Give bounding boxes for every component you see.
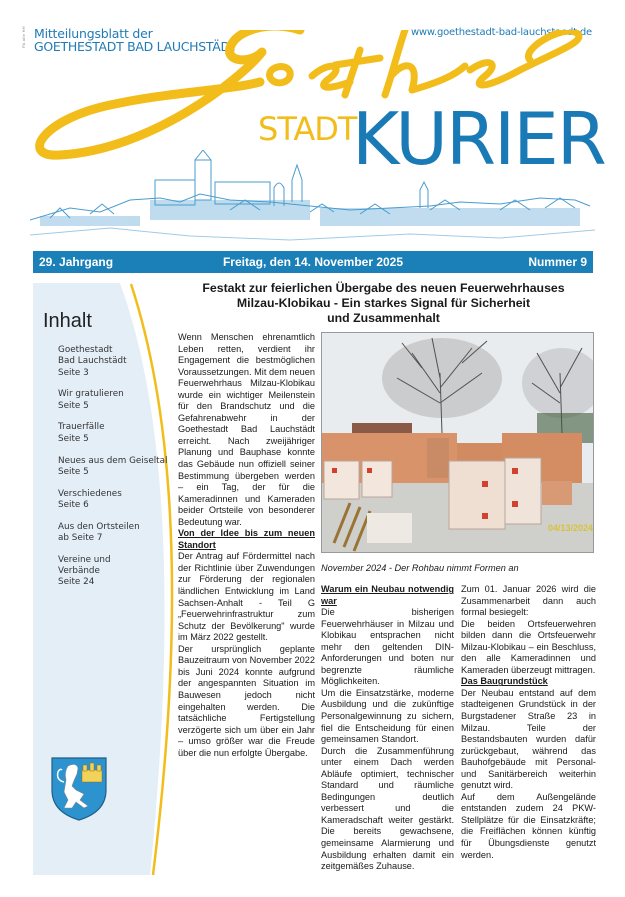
paragraph-januar-2026: Zum 01. Januar 2026 wird die Zusammenarbeit dann auch formal besiegelt: <box>461 584 596 618</box>
article-column-3 <box>461 584 596 861</box>
toc-item-ortsteile[interactable]: Aus den Ortsteilen ab Seite 7 <box>58 521 140 544</box>
article-headline: Festakt zur feierlichen Übergabe des neuen Feuerwehrhauses Milzau-Klobikau - Ein starkes Signal für Sicherheit und Zusammenhalt <box>202 281 565 325</box>
coat-of-arms-icon <box>50 756 108 822</box>
kurier-wordmark: KURIER <box>352 97 605 181</box>
toc-item-vereine[interactable]: Vereine und Verbände Seite 24 <box>58 554 111 588</box>
toc-item-gratulieren[interactable]: Wir gratulieren Seite 5 <box>58 389 124 411</box>
stadt-wordmark: STADT <box>258 110 357 148</box>
table-of-contents <box>58 345 168 599</box>
photo-caption: November 2024 - Der Rohbau nimmt Formen an <box>321 563 519 573</box>
issue-date: Freitag, den 14. November 2025 <box>222 255 404 269</box>
town-skyline-illustration <box>30 150 595 245</box>
construction-photo <box>321 332 594 553</box>
volume-label: 29. Jahrgang <box>39 255 114 269</box>
toc-title: Inhalt <box>43 310 92 332</box>
paragraph-ortsfeuerwehren: Die beiden Ortsfeuerwehren bilden dann die Ortsfeuerwehr Milzau-Klobikau – ein Beschluss, den alle Kameradinnen und Kameraden überzeugt mittragen. <box>461 618 596 675</box>
paragraph-bisherige: Die bisherigen Feuerwehrhäuser in Milzau und Klobikau entsprachen nicht mehr den geltenden DIN-Anforderungen und boten nur begrenzte räumliche Möglichkeiten. <box>321 607 454 687</box>
construction-site-image <box>322 333 594 553</box>
article-column-1 <box>178 332 315 759</box>
paragraph-zusammenfuehrung: Durch die Zusammenführung unter einem Dach werden Abläufe optimiert, technischer Standard und räumliche Bedingungen deutlich verbessert und die Kameradschaft weiter gestärkt. Die bereits gewachsene, gemeinsame Alarmierung und Ausbildung erhalten damit ein zeitgemäßes Zuhause. <box>321 745 454 872</box>
paragraph-neubau-grundstueck: Der Neubau entstand auf dem stadteigenen Grundstück in der Burgstadener Straße 23 in Milzau. Teile der Bestandsbauten wurden dafür zurückgebaut, während das Bauhofgebäude mit Personal- und Sanitärbereich weiterhin genutzt wird. <box>461 687 596 791</box>
section-heading-neubau: Warum ein Neubau notwendig war <box>321 584 454 606</box>
article-intro: Wenn Menschen ehrenamtlich Leben retten, verdient ihr Engagement die bestmöglichen Voraussetzungen. Mit dem neuen Feuerwehrhaus Milzau-Klobikau wurde ein wichtiger Meilenstein für den Brandschutz und die Gefahrenabwehr in der Goethestadt Bad Lauchstädt erreicht. Nach zweijähriger Planung und Bauphase konnte das Gebäude nun offiziell seiner Bestimmung übergeben werden – ein Tag, der für die Kameradinnen und Kameraden beider Ortsteile von besonderer Bedeutung war. <box>178 332 315 527</box>
paragraph-antrag: Der Antrag auf Fördermittel nach der Richtlinie über Zuwendungen zur Förderung der regionalen ländlichen Entwicklung im Land Sachsen-Anhalt - Teil G „Feuerwehrinfrastruktur zum Schutz der Bevölkerung" wurde im März 2022 gestellt. <box>178 551 315 643</box>
section-heading-standort: Von der Idee bis zum neuen Standort <box>178 528 315 550</box>
distribution-tag: PA alle HH <box>21 26 26 49</box>
paragraph-aussengelaende: Auf dem Außengelände entstanden zudem 24 PKW-Stellplätze für die Einsatzkräfte; die Freiflächen können künftig für Übungsdienste genutzt werden. <box>461 791 596 860</box>
subtitle-line-1: Mitteilungsblatt der <box>34 26 153 41</box>
section-heading-baugrundstueck: Das Baugrundstück <box>461 676 548 687</box>
toc-item-trauerfaelle[interactable]: Trauerfälle Seite 5 <box>58 422 105 444</box>
subtitle-line-2: GOETHESTADT BAD LAUCHSTÄDT <box>34 39 238 55</box>
article-column-2 <box>321 584 454 873</box>
issue-number: Nummer 9 <box>528 255 587 269</box>
toc-item-goethestadt[interactable]: Goethestadt Bad Lauchstädt Seite 3 <box>58 345 127 378</box>
issue-info-band <box>33 251 593 273</box>
website-link[interactable]: www.goethestadt-bad-lauchstaedt.de <box>410 27 592 38</box>
photo-timestamp: 04/13/2024 <box>548 523 594 533</box>
paragraph-bauzeitraum: Der ursprünglich geplante Bauzeitraum von November 2022 bis Juni 2024 konnte aufgrund der angespannten Situation im Bauwesen jedoch nicht eingehalten werden. Die tatsächliche Fertigstellung verzögerte sich um über ein Jahr – umso größer war die Freude über die nun erfolgte Übergabe. <box>178 643 315 758</box>
toc-item-geiseltal[interactable]: Neues aus dem Geiseltal Seite 5 <box>58 455 168 477</box>
toc-item-verschiedenes[interactable]: Verschiedenes Seite 6 <box>58 488 122 510</box>
paragraph-einsatzstaerke: Um die Einsatzstärke, moderne Ausbildung und die zukünftige Personalgewinnung zu sichern, fiel die Entscheidung für einen gemeinsamen Standort. <box>321 687 454 745</box>
